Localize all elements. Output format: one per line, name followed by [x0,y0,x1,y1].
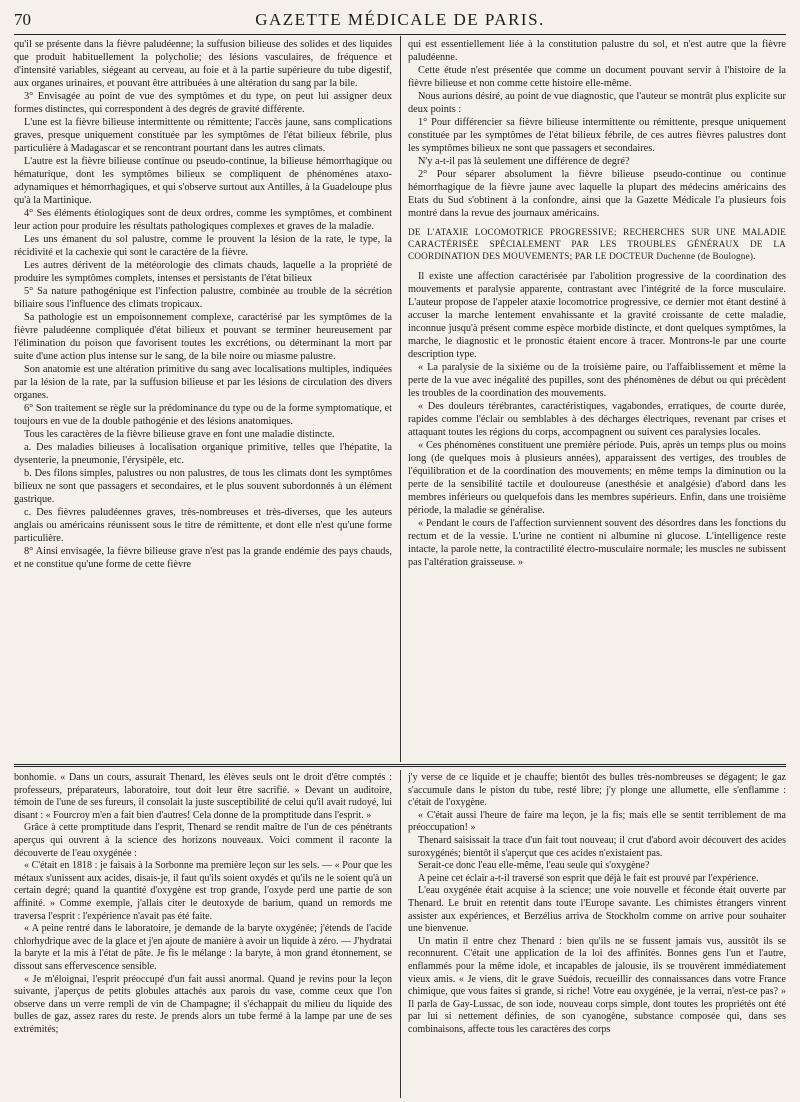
page-number: 70 [14,10,31,29]
paragraph: L'autre est la fièvre bilieuse continue ou pseudo-continue, la bilieuse hémorrhagique ou hématurique, dont les symptômes bilieux se compliquent de phénomènes ataxo-adynamiques et hémorrhagiques, et qui s'observe surtout aux Antilles, à la Guadeloupe plus qu'à la Martinique. [14,156,392,206]
paragraph: Il existe une affection caractérisée par l'abolition progressive de la coordination des mouvements et paralysie apparente, contrastant avec l'intégrité de la force musculaire. L'auteur propose de l'appeler ataxie locomotrice progressive, ce dernier mot étant destiné à accuser la marche lentement envahissante et la gravité croissante de cette maladie, inconnue jusqu'à présent comme espèce morbide distincte, et dont quelques symptômes, la marche, le diagnostic et le pronostic étaient encore à tracer. Montrons-le par une courte description type. [408,271,786,360]
paragraph: j'y verse de ce liquide et je chauffe; bientôt des bulles très-nombreuses se dégagent; le gaz s'accumule dans le piston du tube, resté libre; j'y plonge une allumette, elle s'enflamme : c'était de l'oxygène. [408,772,786,809]
bottom-left-column [14,772,392,1098]
header-rule [14,34,786,35]
paragraph: 1° Pour différencier sa fièvre bilieuse intermittente ou rémittente, presque uniquement constituée par les symptômes de l'état bilieux fébrile, de ces autres fièvres palustres dont les symptômes bilieux ne sont que passagers et secondaires. [408,117,786,154]
paragraph: a. Des maladies bilieuses à localisation organique primitive, telles que l'hépatite, la dysenterie, la pneumonie, l'érysipèle, etc. [14,442,392,466]
paragraph: « C'était aussi l'heure de faire ma leçon, je la fis; mais elle se sentit terriblement de ma préoccupation! » [408,809,786,834]
bottom-right-column [408,772,786,1098]
paragraph: A peine cet éclair a-t-il traversé son esprit que déjà le fait est prouvé par l'expérience. [418,872,759,884]
paragraph: Sa pathologie est un empoisonnement complexe, caractérisé par les symptômes de la fièvre paludéenne compliquée d'état bilieux et pouvant se terminer heureusement par l'élimination du poison que favorisent toutes les excrétions, ou déterminant la mort par suite d'une action plus intense sur le sang, de la bile noire ou miasme palustre. [14,312,392,362]
quote-paragraph: « Ces phénomènes constituent une première période. Puis, après un temps plus ou moins long (de quelques mois à plusieurs années), apparaissent des vertiges, des troubles de l'équilibration et de la coordination des mouvements; en même temps la diminution ou la perte de la sensibilité tactile et douloureuse (anesthésie et analgésie) d'abord dans les membres inférieurs ou quelquefois dans les membres supérieurs. Enfin, dans une troisième période, la maladie se généralise. [408,440,786,516]
article-title: DE L'ATAXIE LOCOMOTRICE PROGRESSIVE; RECHERCHES SUR UNE MALADIE CARACTÉRISÉE SPÉCIALEMENT PAR LES TROUBLES GÉNÉRAUX DE LA COORDINATION DES MOUVEMENTS; PAR LE DOCTEUR [408,227,786,261]
paragraph: 3° Envisagée au point de vue des symptômes et du type, on peut lui assigner deux formes distinctes, qui correspondent à des degrés de gravité différente. [14,91,392,115]
column-divider [400,36,401,762]
journal-title: GAZETTE MÉDICALE DE PARIS. [255,10,545,29]
paragraph: Les uns émanent du sol palustre, comme le prouvent la lésion de la rate, le type, la récidivité et la cachexie qui sont le caractère de la fièvre. [14,234,392,258]
paragraph: Nous aurions désiré, au point de vue diagnostic, que l'auteur se montrât plus explicite sur deux points : [408,91,786,115]
paragraph: L'une est la fièvre bilieuse intermittente ou rémittente; l'accès jaune, sans complications graves, presque uniquement constituée par les symptômes de l'état bilieux fébrile, plus particulière à Madagascar et se rencontrant pourtant dans les autres climats. [14,117,392,154]
paragraph: Grâce à cette promptitude dans l'esprit, Thenard se rendit maître de l'un de ces pénétrants aperçus qui ouvrent à la science des horizons nouveaux. Voici comment il raconte la découverte de l'eau oxygénée : [14,822,392,859]
page-header [14,6,786,34]
paragraph: bonhomie. « Dans un cours, assurait Thenard, les élèves seuls ont le droit d'être comptés : professeurs, préparateurs, laboratoire, tout doit leur être sacrifié. » Devant un auditoire, témoin de l'une de ses fureurs, il consolait la juste susceptibilité de celui qu'il avait rudoyé, lui disant : « Fourcroy m'en a fait bien d'autres! Cela donne de la promptitude dans l'esprit. » [14,772,392,821]
quote-paragraph: « La paralysie de la sixième ou de la troisième paire, ou l'affaiblissement et même la perte de la vue avec inégalité des pupilles, sont des phénomènes de début ou qui précèdent les troubles de la coordination des mouvements. [408,362,786,399]
article-heading [408,226,786,262]
paragraph: qu'il se présente dans la fièvre paludéenne; la suffusion bilieuse des solides et des liquides que produit habituellement la polycholie; des lésions vasculaires, de fréquence et d'intensité variables, siégeant au cerveau, au foie et à la partie supérieure du tube digestif, aux organes urinaires, et pouvant être attribuées à une altération du sang par la bile. [14,39,392,89]
paragraph: 5° Sa nature pathogénique est l'infection palustre, combinée au trouble de la sécrétion biliaire sous l'influence des climats tropicaux. [14,286,392,310]
column-divider [400,770,401,1098]
paragraph: qui est essentiellement liée à la constitution palustre du sol, et n'est autre que la fièvre paludéenne. [408,39,786,63]
paragraph: 6° Son traitement se règle sur la prédominance du type ou de la forme symptomatique, et toujours en vue de la double pathogénie et des lésions anatomiques. [14,403,392,427]
article-author: Duchenne (de Boulogne). [656,251,756,261]
paragraph: Thenard saisissait la trace d'un fait tout nouveau; il crut d'abord avoir découvert des acides suroxygénés; bientôt il s'aperçut que ces acides n'existaient pas. [408,834,786,859]
quote-paragraph: « Des douleurs térébrantes, caractéristiques, vagabondes, erratiques, de courte durée, rapides comme l'éclair ou semblables à des décharges électriques, revenant par crises et attaquant toutes les régions du corps, accompagnent ou suivent ces paralysies locales. [408,401,786,438]
paragraph: Tous les caractères de la fièvre bilieuse grave en font une maladie distincte. [24,429,335,440]
paragraph: Un matin il entre chez Thenard : bien qu'ils ne se fussent jamais vus, aussitôt ils se reconnurent. C'était une application de la loi des affinités. Bonnes gens l'un et l'autre, enflammés pour la même idole, et incapables de jalousie, ils se trouvèrent immédiatement vieux amis. « Je viens, dit le grave Suédois, recueillir des connaissances dans votre France chimique, que vous faites si grande, si riche! Votre eau oxygénée, je la verrai, n'est-ce pas? » Il parla de Gay-Lussac, de son iode, nouveau corps simple, dont toutes les propriétés ont été par lui si nettement définies, de son cyanogène, substance composée qui, dans ses combinaisons, affecte tous les caractères des corps [408,935,786,1035]
feuilleton-separator [14,764,786,769]
paragraph: « C'était en 1818 : je faisais à la Sorbonne ma première leçon sur les sels. — « Pour que les métaux s'unissent aux acides, disais-je, il faut qu'ils soient oxydés et qu'ils ne le soient qu'à un certain degré; quand la quantité d'oxygène est trop grande, l'oxyde perd une partie de son affinité. » Comme exemple, j'allais citer le deutoxyde de barium, quand un remords me traversa l'esprit : l'expérience n'avait pas été faite. [14,860,392,922]
paragraph: c. Des fièvres paludéennes graves, très-nombreuses et très-diverses, que les auteurs anglais ou américains réunissent sous le titre de rémittente, et dont elle n'est qu'une forme particulière. [14,507,392,544]
paragraph: « Je m'éloignai, l'esprit préoccupé d'un fait aussi anormal. Quand je revins pour la leçon suivante, j'aperçus de petits globules attachés aux parois du vase, comme ceux que l'on observe dans un verre rempli de vin de Champagne; il s'échappait du milieu du liquide des bulles de gaz, assez rares du reste. Je prends alors un tube fermé à la lampe par une de ses extrémités; [14,973,392,1035]
paragraph: 4° Ses éléments étiologiques sont de deux ordres, comme les symptômes, et combinent leur action pour produire les résultats pathologiques complexes et graves de la maladie. [14,208,392,232]
top-left-column [14,38,392,760]
paragraph: Serait-ce donc l'eau elle-même, l'eau seule qui s'oxygène? [418,860,650,872]
paragraph: Cette étude n'est présentée que comme un document pouvant servir à l'histoire de la fièvre bilieuse et non comme cette histoire elle-même. [408,65,786,89]
paragraph: 8° Ainsi envisagée, la fièvre bilieuse grave n'est pas la grande endémie des pays chauds, et ne constitue qu'une forme de cette fièvre [14,546,392,570]
paragraph: 2° Pour séparer absolument la fièvre bilieuse pseudo-continue ou continue hémorrhagique de la fièvre jaune avec laquelle la plupart des médecins américains des Etats du Sud s'obtinent à la confondre, ainsi que la Gazette Médicale l'a plusieurs fois montré dans la revue des journaux américains. [408,169,786,219]
paragraph: N'y a-t-il pas là seulement une différence de degré? [418,156,630,167]
top-right-column [408,38,786,760]
paragraph: « A peine rentré dans le laboratoire, je demande de la baryte oxygénée; j'étends de l'acide chlorhydrique avec de la glace et j'en ajoute de manière à avoir un liquide à zéro. — J'hydratai la baryte et la mis à l'état de pâte. Je fis le mélange : la baryte, à mon grand étonnement, se dissout sans effervescence sensible. [14,923,392,972]
paragraph: Les autres dérivent de la météorologie des climats chauds, laquelle a la propriété de produire les symptômes complets, intenses et persistants de l'état bilieux [14,260,392,284]
paragraph: b. Des filons simples, palustres ou non palustres, de tous les climats dont les symptômes bilieux ne sont que passagers et secondaires, et le plus souvent subordonnés à un élément gastrique. [14,468,392,505]
quote-paragraph: « Pendant le cours de l'affection surviennent souvent des désordres dans les fonctions du rectum et de la vessie. L'urine ne contient ni albumine ni glucose. L'intelligence reste intacte, la parole nette, la contractilité électro-musculaire normale; les muscles ne subissent pas l'altération graisseuse. » [408,518,786,568]
paragraph: L'eau oxygénée était acquise à la science; une voie nouvelle et féconde était ouverte par Thenard. Le bruit en retentit dans toute l'Europe savante. Les chimistes étrangers vinrent assister aux expériences, et Berzélius arriva de Stockholm comme on arrive pour souhaiter une bienvenue. [408,885,786,935]
paragraph: Son anatomie est une altération primitive du sang avec localisations multiples, indiquées par la lésion de la rate, par la suffusion bilieuse et par les lésions de circulation des divers organes. [14,364,392,401]
